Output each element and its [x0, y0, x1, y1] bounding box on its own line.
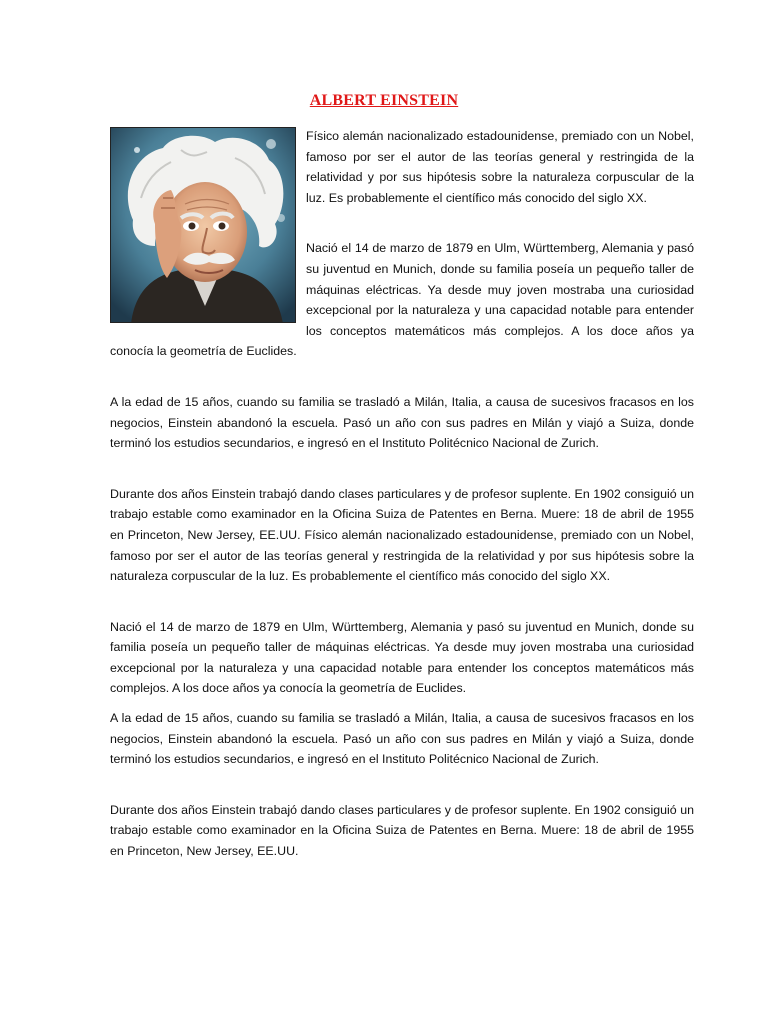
- einstein-portrait: [110, 127, 296, 323]
- spacer: [110, 770, 694, 800]
- paragraph-education: A la edad de 15 años, cuando su familia se trasladó a Milán, Italia, a causa de sucesivos fracasos en los negocios, Einstein abandonó la escuela. Pasó un año con sus padres en Milán y viajó a Suiza, donde terminó los estudios secundarios, e ingresó en el Instituto Politécnico Nacional de Zurich.: [110, 394, 694, 451]
- paragraph-birth: Nació el 14 de marzo de 1879 en Ulm, Württemberg, Alemania y pasó su juventud en Munich, donde su familia poseía un pequeño taller de máquinas eléctricas. Ya desde muy joven mostraba una curiosidad excepcional por la naturaleza y una capacidad notable para entender los conceptos matemáticos más complejos. A los doce años ya conocía la geometría de Euclides.: [110, 241, 694, 359]
- spacer: [110, 454, 694, 484]
- document-body: [110, 126, 694, 862]
- portrait-illustration: [111, 128, 296, 323]
- paragraph-intro: Físico alemán nacionalizado estadounidense, premiado con un Nobel, famoso por ser el autor de las teorías general y restringida de la relatividad y por sus hipótesis sobre la naturaleza corpuscular de la luz. Es probablemente el científico más conocido del siglo XX.: [306, 129, 694, 205]
- page-title: ALBERT EINSTEIN: [309, 92, 459, 109]
- paragraph-career: Durante dos años Einstein trabajó dando clases particulares y de profesor suplente. En 1902 consiguió un trabajo estable como examinador en la Oficina Suiza de Patentes en Berna. Muere: 18 de abril de 1955 en Princeton, New Jersey, EE.UU. Físico alemán nacionalizado estadounidense, premiado con un Nobel, famoso por ser el autor de las teorías general y restringida de la relatividad y por sus hipótesis sobre la naturaleza corpuscular de la luz. Es probablemente el científico más conocido del siglo XX.: [110, 486, 694, 584]
- paragraph-education-repeat: A la edad de 15 años, cuando su familia se trasladó a Milán, Italia, a causa de sucesivos fracasos en los negocios, Einstein abandonó la escuela. Pasó un año con sus padres en Milán y viajó a Suiza, donde terminó los estudios secundarios, e ingresó en el Instituto Politécnico Nacional de Zurich.: [110, 711, 694, 767]
- spacer: [110, 587, 694, 617]
- spacer: [110, 699, 694, 708]
- paragraph-birth-repeat: Nació el 14 de marzo de 1879 en Ulm, Württemberg, Alemania y pasó su juventud en Munich, donde su familia poseía un pequeño taller de máquinas eléctricas. Ya desde muy joven mostraba una curiosidad excepcional por la naturaleza y una capacidad notable para entender los conceptos matemáticos más complejos. A los doce años ya conocía la geometría de Euclides.: [110, 619, 694, 696]
- spacer: [110, 362, 694, 392]
- paragraph-career-repeat: Durante dos años Einstein trabajó dando clases particulares y de profesor suplente. En 1902 consiguió un trabajo estable como examinador en la Oficina Suiza de Patentes en Berna. Muere: 18 de abril de 1955 en Princeton, New Jersey, EE.UU.: [110, 802, 694, 859]
